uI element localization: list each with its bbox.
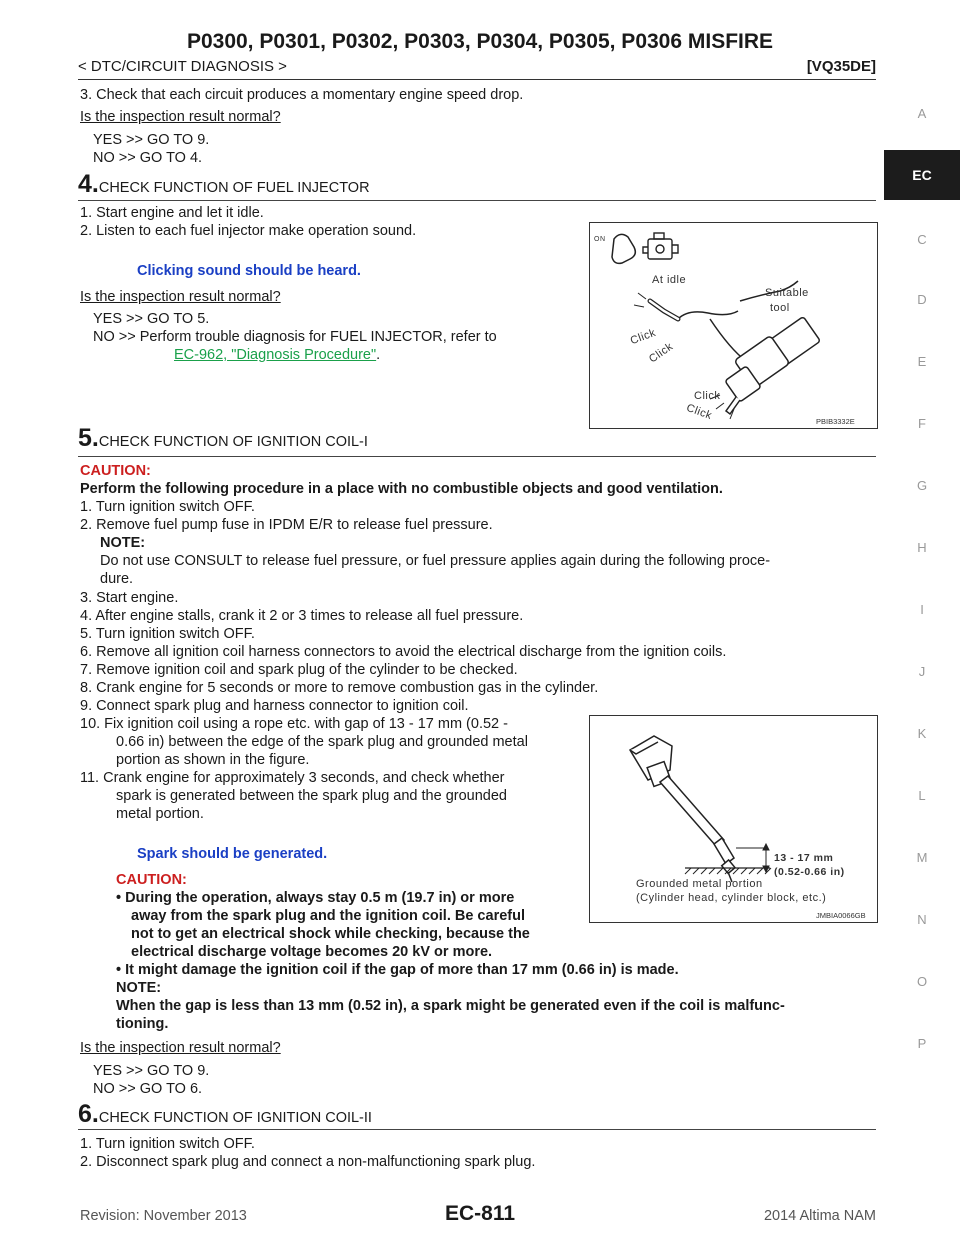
note-line: tioning. bbox=[116, 1016, 169, 1032]
click-label: Click bbox=[684, 401, 714, 423]
click-label: Click bbox=[628, 326, 658, 348]
step5-item-11-cont: spark is generated between the spark plug and the grounded bbox=[116, 788, 507, 804]
inspection-question: Is the inspection result normal? bbox=[80, 109, 281, 125]
note-line: Do not use CONSULT to release fuel pressure, or fuel pressure applies again during the following proce- bbox=[100, 553, 771, 569]
caution-bullet: • During the operation, always stay 0.5 m (19.7 in) or more bbox=[116, 890, 515, 906]
step-number: 4. bbox=[78, 170, 99, 198]
step6-item-2: 2. Disconnect spark plug and connect a non-malfunctioning spark plug. bbox=[80, 1154, 536, 1170]
tab-f[interactable]: F bbox=[918, 416, 926, 431]
step-title: CHECK FUNCTION OF IGNITION COIL-I bbox=[98, 434, 368, 450]
figure-code: PBIB3332E bbox=[816, 417, 855, 426]
tab-p[interactable]: P bbox=[917, 1036, 927, 1051]
click-label: Click bbox=[646, 340, 676, 366]
caution-label: CAUTION: bbox=[116, 872, 187, 888]
tab-ec[interactable]: EC bbox=[884, 150, 960, 200]
caution-bullet-cont: not to get an electrical shock while checking, because the bbox=[131, 926, 530, 942]
step-number: 6. bbox=[78, 1100, 99, 1128]
at-idle-label: At idle bbox=[652, 274, 687, 286]
step3-text: 3. Check that each circuit produces a momentary engine speed drop. bbox=[80, 87, 524, 103]
ignition-coil-figure bbox=[589, 715, 878, 923]
step5-item-11: 11. Crank engine for approximately 3 seconds, and check whether bbox=[80, 770, 505, 786]
inspection-question: Is the inspection result normal? bbox=[80, 289, 281, 305]
step5-item-10-cont: portion as shown in the figure. bbox=[116, 752, 310, 768]
step5-rule bbox=[78, 456, 876, 457]
step5-item-10: 10. Fix ignition coil using a rope etc. with gap of 13 - 17 mm (0.52 - bbox=[80, 716, 508, 732]
step6-heading bbox=[78, 1100, 372, 1129]
gap-in-label: (0.52-0.66 in) bbox=[774, 866, 845, 878]
step5-item-7: 7. Remove ignition coil and spark plug of the cylinder to be checked. bbox=[80, 662, 518, 678]
tab-l[interactable]: L bbox=[918, 788, 926, 803]
diagnosis-procedure-link[interactable]: EC-962, "Diagnosis Procedure" bbox=[174, 347, 377, 363]
step4-rule bbox=[78, 200, 876, 201]
step5-item-1: 1. Turn ignition switch OFF. bbox=[80, 499, 255, 515]
result-yes: YES >> GO TO 9. bbox=[93, 1063, 210, 1079]
tab-a[interactable]: A bbox=[917, 106, 927, 121]
caution-text: Perform the following procedure in a place with no combustible objects and good ventilation. bbox=[80, 481, 723, 497]
tab-e[interactable]: E bbox=[917, 354, 927, 369]
tab-j[interactable]: J bbox=[918, 664, 926, 679]
reference-line: EC-962, "Diagnosis Procedure". bbox=[174, 347, 381, 363]
click-label: Click bbox=[694, 390, 721, 402]
result-no: NO >> Perform trouble diagnosis for FUEL INJECTOR, refer to bbox=[93, 329, 497, 345]
step-title: CHECK FUNCTION OF FUEL INJECTOR bbox=[98, 180, 370, 196]
inspection-question: Is the inspection result normal? bbox=[80, 1040, 281, 1056]
tab-n[interactable]: N bbox=[917, 912, 927, 927]
caution-label: CAUTION: bbox=[80, 463, 151, 479]
tab-i[interactable]: I bbox=[920, 602, 924, 617]
step5-heading bbox=[78, 424, 368, 453]
step5-item-10-cont: 0.66 in) between the edge of the spark plug and grounded metal bbox=[116, 734, 528, 750]
caution-bullet-cont: electrical discharge voltage becomes 20 kV or more. bbox=[131, 944, 493, 960]
tool-label: tool bbox=[770, 302, 790, 314]
result-yes: YES >> GO TO 9. bbox=[93, 132, 210, 148]
caution-bullet-cont: away from the spark plug and the ignition coil. Be careful bbox=[131, 908, 525, 924]
step5-item-4: 4. After engine stalls, crank it 2 or 3 times to release all fuel pressure. bbox=[80, 608, 524, 624]
step5-item-5: 5. Turn ignition switch OFF. bbox=[80, 626, 255, 642]
revision-date: Revision: November 2013 bbox=[80, 1208, 247, 1224]
note-label: NOTE: bbox=[100, 535, 146, 551]
step-title: CHECK FUNCTION OF IGNITION COIL-II bbox=[98, 1110, 372, 1126]
caution-bullet: • It might damage the ignition coil if the gap of more than 17 mm (0.66 in) is made. bbox=[116, 962, 679, 978]
note-line: dure. bbox=[100, 571, 134, 587]
tab-m[interactable]: M bbox=[916, 850, 928, 865]
step5-item-11-cont: metal portion. bbox=[116, 806, 204, 822]
step4-item-2: 2. Listen to each fuel injector make operation sound. bbox=[80, 223, 417, 239]
section-label: < DTC/CIRCUIT DIAGNOSIS > bbox=[78, 58, 287, 75]
result-yes: YES >> GO TO 5. bbox=[93, 311, 210, 327]
header-rule bbox=[78, 79, 876, 80]
step5-item-3: 3. Start engine. bbox=[80, 590, 179, 606]
suitable-label: Suitable bbox=[765, 287, 809, 299]
gap-mm-label: 13 - 17 mm bbox=[774, 852, 834, 864]
step4-item-1: 1. Start engine and let it idle. bbox=[80, 205, 264, 221]
step5-item-2: 2. Remove fuel pump fuse in IPDM E/R to release fuel pressure. bbox=[80, 517, 493, 533]
step-number: 5. bbox=[78, 424, 99, 452]
fuel-injector-figure bbox=[589, 222, 878, 429]
ignition-on-icon: ON bbox=[594, 236, 606, 243]
step5-item-6: 6. Remove all ignition coil harness connectors to avoid the electrical discharge from the ignition coils. bbox=[80, 644, 727, 660]
tab-c[interactable]: C bbox=[917, 232, 927, 247]
step6-item-1: 1. Turn ignition switch OFF. bbox=[80, 1136, 255, 1152]
result-no: NO >> GO TO 4. bbox=[93, 150, 203, 166]
step5-item-9: 9. Connect spark plug and harness connector to ignition coil. bbox=[80, 698, 469, 714]
engine-label: [VQ35DE] bbox=[806, 58, 876, 75]
tab-o[interactable]: O bbox=[916, 974, 928, 989]
tab-k[interactable]: K bbox=[917, 726, 927, 741]
step5-item-8: 8. Crank engine for 5 seconds or more to remove combustion gas in the cylinder. bbox=[80, 680, 599, 696]
spec-text: Clicking sound should be heard. bbox=[137, 263, 361, 279]
note-label: NOTE: bbox=[116, 980, 162, 996]
result-no: NO >> GO TO 6. bbox=[93, 1081, 203, 1097]
tab-d[interactable]: D bbox=[917, 292, 927, 307]
page-title: P0300, P0301, P0302, P0303, P0304, P0305, P0306 MISFIRE bbox=[186, 30, 774, 53]
tab-h[interactable]: H bbox=[917, 540, 927, 555]
model-label: 2014 Altima NAM bbox=[763, 1208, 876, 1224]
tab-g[interactable]: G bbox=[916, 478, 928, 493]
page-number: EC-811 bbox=[444, 1202, 516, 1225]
step6-rule bbox=[78, 1129, 876, 1130]
ground-label: Grounded metal portion bbox=[636, 878, 763, 890]
figure-code: JMBIA0066GB bbox=[816, 911, 866, 920]
step4-heading bbox=[78, 170, 370, 199]
ground-label-detail: (Cylinder head, cylinder block, etc.) bbox=[636, 892, 827, 904]
spec-text: Spark should be generated. bbox=[137, 846, 328, 862]
note-line: When the gap is less than 13 mm (0.52 in), a spark might be generated even if the coil is malfunc- bbox=[116, 998, 785, 1014]
